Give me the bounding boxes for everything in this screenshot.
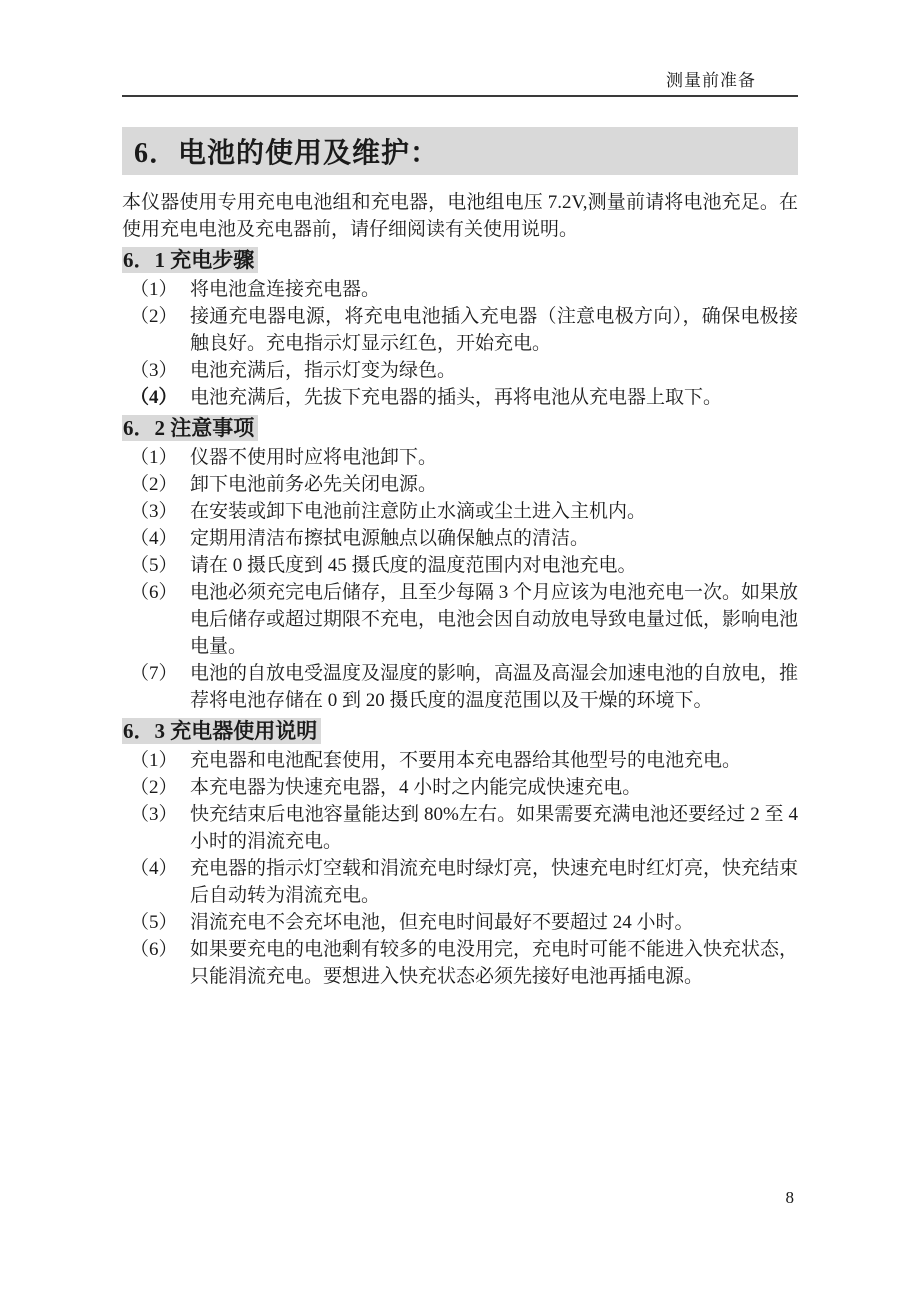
list-item xyxy=(122,774,798,801)
intro-paragraph: 本仪器使用专用充电电池组和充电器，电池组电压 7.2V,测量前请将电池充足。在使用充电电池及充电器前，请仔细阅读有关使用说明。 xyxy=(122,192,798,240)
list-item xyxy=(122,471,798,498)
list-item xyxy=(122,936,798,990)
section-heading-text: 6．2 注意事项 xyxy=(122,415,258,441)
item-text: 电池充满后，先拔下充电器的插头，再将电池从充电器上取下。 xyxy=(190,387,723,408)
item-number: （7） xyxy=(130,663,178,684)
item-text: 仪器不使用时应将电池卸下。 xyxy=(190,447,438,468)
item-number: （1） xyxy=(130,279,178,300)
item-number: （5） xyxy=(130,555,178,576)
section-precautions xyxy=(122,415,798,714)
running-header-text: 测量前准备 xyxy=(666,71,756,90)
item-text: 如果要充电的电池剩有较多的电没用完，充电时可能不能进入快充状态，只能涓流充电。要想进入快充状态必须先接好电池再插电源。 xyxy=(190,939,799,987)
page-number: 8 xyxy=(785,1188,794,1207)
running-header xyxy=(122,0,798,97)
section-heading xyxy=(122,718,798,747)
item-number: （4） xyxy=(130,858,178,879)
section-heading xyxy=(122,415,798,444)
item-text: 涓流充电不会充坏电池，但充电时间最好不要超过 24 小时。 xyxy=(190,912,694,933)
item-number: （4） xyxy=(130,387,178,408)
item-number: （2） xyxy=(130,777,178,798)
item-text: 电池充满后，指示灯变为绿色。 xyxy=(190,360,457,381)
item-text: 快充结束后电池容量能达到 80%左右。如果需要充满电池还要经过 2 至 4 小时的涓流充电。 xyxy=(190,804,798,852)
item-number: （1） xyxy=(130,447,178,468)
item-text: 在安装或卸下电池前注意防止水滴或尘土进入主机内。 xyxy=(190,501,647,522)
section-heading-text: 6．1 充电步骤 xyxy=(122,247,258,273)
item-text: 请在 0 摄氏度到 45 摄氏度的温度范围内对电池充电。 xyxy=(190,555,637,576)
item-number: （6） xyxy=(130,939,178,960)
item-number: （3） xyxy=(130,804,178,825)
item-text: 充电器和电池配套使用，不要用本充电器给其他型号的电池充电。 xyxy=(190,750,742,771)
list-item xyxy=(122,384,798,411)
list-item xyxy=(122,909,798,936)
list-item xyxy=(122,855,798,909)
list-item xyxy=(122,801,798,855)
list-item xyxy=(122,357,798,384)
item-text: 将电池盒连接充电器。 xyxy=(190,279,381,300)
list-item xyxy=(122,660,798,714)
list-item xyxy=(122,498,798,525)
chapter-title-banner xyxy=(122,127,798,175)
item-number: （6） xyxy=(130,582,178,603)
list-item xyxy=(122,747,798,774)
list-item xyxy=(122,276,798,303)
list-item xyxy=(122,552,798,579)
section-charger-instructions xyxy=(122,718,798,990)
item-number: （1） xyxy=(130,750,178,771)
item-number: （3） xyxy=(130,501,178,522)
section-charging-steps xyxy=(122,247,798,411)
item-text: 充电器的指示灯空载和涓流充电时绿灯亮，快速充电时红灯亮，快充结束后自动转为涓流充电。 xyxy=(190,858,799,906)
item-text: 电池的自放电受温度及湿度的影响，高温及高湿会加速电池的自放电，推荐将电池存储在 0 到 20 摄氏度的温度范围以及干燥的环境下。 xyxy=(190,663,799,711)
list-item xyxy=(122,579,798,660)
section-heading-text: 6．3 充电器使用说明 xyxy=(122,718,321,744)
page-content xyxy=(122,0,798,990)
list-item xyxy=(122,444,798,471)
item-number: （2） xyxy=(130,474,178,495)
item-text: 接通充电器电源，将充电电池插入充电器（注意电极方向），确保电极接触良好。充电指示灯显示红色，开始充电。 xyxy=(190,306,798,354)
item-text: 电池必须充完电后储存，且至少每隔 3 个月应该为电池充电一次。如果放电后储存或超过期限不充电，电池会因自动放电导致电量过低，影响电池电量。 xyxy=(190,582,799,657)
chapter-title: 6．电池的使用及维护： xyxy=(134,138,440,169)
list-item xyxy=(122,525,798,552)
item-number: （5） xyxy=(130,912,178,933)
item-text: 本充电器为快速充电器，4 小时之内能完成快速充电。 xyxy=(190,777,642,798)
item-number: （3） xyxy=(130,360,178,381)
list-item xyxy=(122,303,798,357)
item-number: （4） xyxy=(130,528,178,549)
item-text: 定期用清洁布擦拭电源触点以确保触点的清洁。 xyxy=(190,528,590,549)
item-number: （2） xyxy=(130,306,178,327)
item-text: 卸下电池前务必先关闭电源。 xyxy=(190,474,438,495)
section-heading xyxy=(122,247,798,276)
